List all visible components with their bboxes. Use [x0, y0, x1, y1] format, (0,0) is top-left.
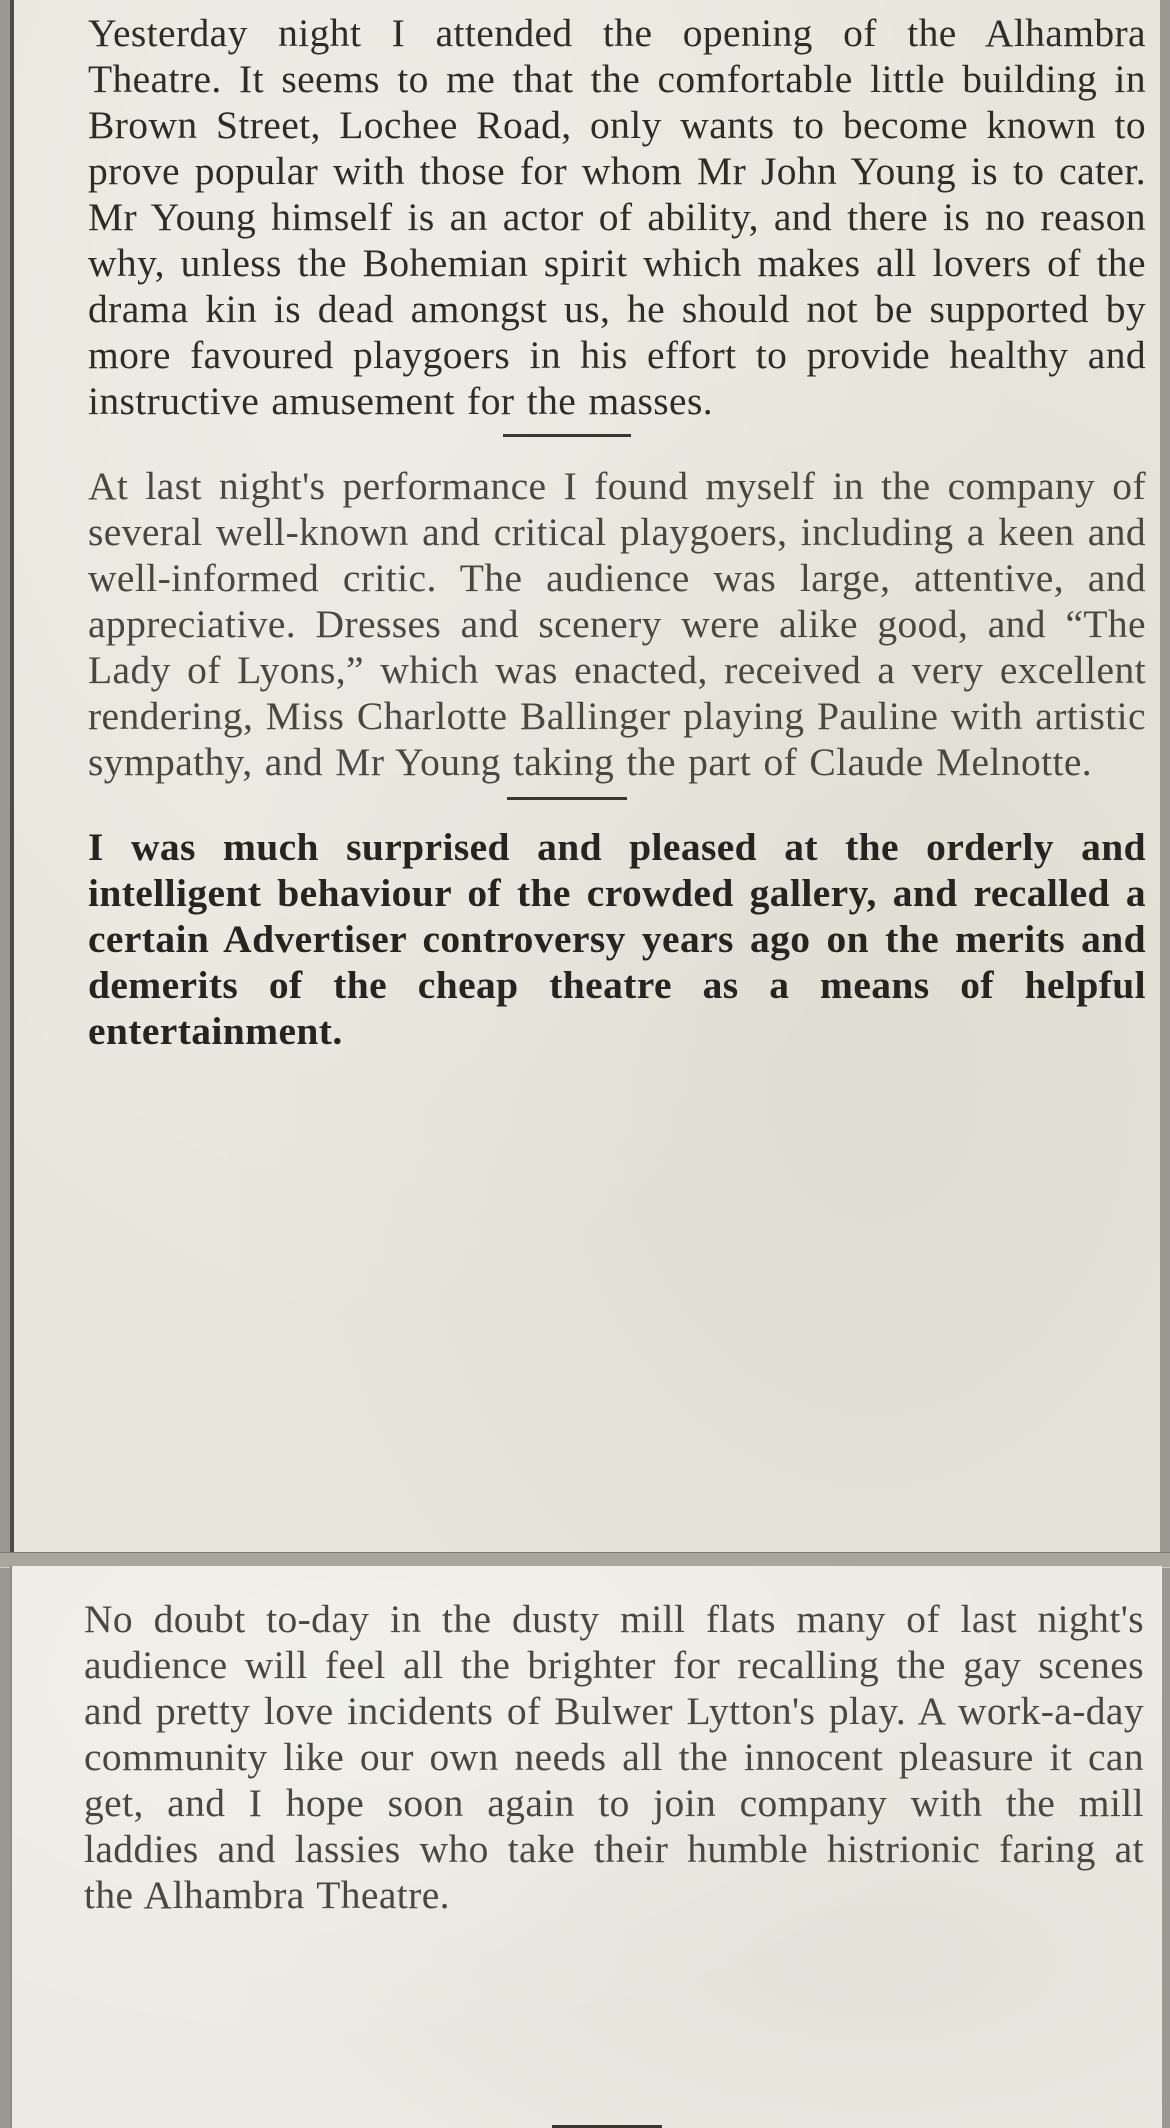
paragraph-performance: At last night's performance I found myself in the company of several well-known and critical playgoers, including a keen and well-informed critic. The audience was large, attentive, and appreciative. Dresses and scenery were alike good, and “The Lady of Lyons,” which was enacted, received a very excellent rendering, Miss Charlotte Ballinger playing Pauline with artistic sympathy, and Mr Young taking the part of Claude Melnotte. — [88, 464, 1146, 784]
section-divider — [507, 797, 627, 800]
paragraph-gallery: I was much surprised and pleased at the orderly and intelligent behaviour of the crowded gallery, and recalled a certain Advertiser controversy years ago on the merits and demerits of the cheap theatre as a means of helpful entertainment. — [88, 825, 1146, 1053]
clipping-bottom — [10, 1566, 1162, 2128]
paragraph-closing: No doubt to-day in the dusty mill flats many of last night's audience will feel all the brighter for recalling the gay scenes and pretty love incidents of Bulwer Lytton's play. A work-a-day community like our own needs all the innocent pleasure it can get, and I hope soon again to join company with the mill laddies and lassies who take their humble histrionic faring at the Alhambra Theatre. — [84, 1597, 1144, 1917]
section-divider — [503, 434, 631, 437]
paragraph-opening: Yesterday night I attended the opening of the Alhambra Theatre. It seems to me that the comfortable little building in Brown Street, Lochee Road, only wants to become known to prove popular with those for whom Mr John Young is to cater. Mr Young himself is an actor of ability, and there is no reason why, unless the Bohemian spirit which makes all lovers of the drama kin is dead amongst us, he should not be supported by more favoured playgoers in his effort to provide healthy and instructive amusement for the masses. — [88, 11, 1146, 423]
clipping-top — [10, 0, 1160, 1552]
